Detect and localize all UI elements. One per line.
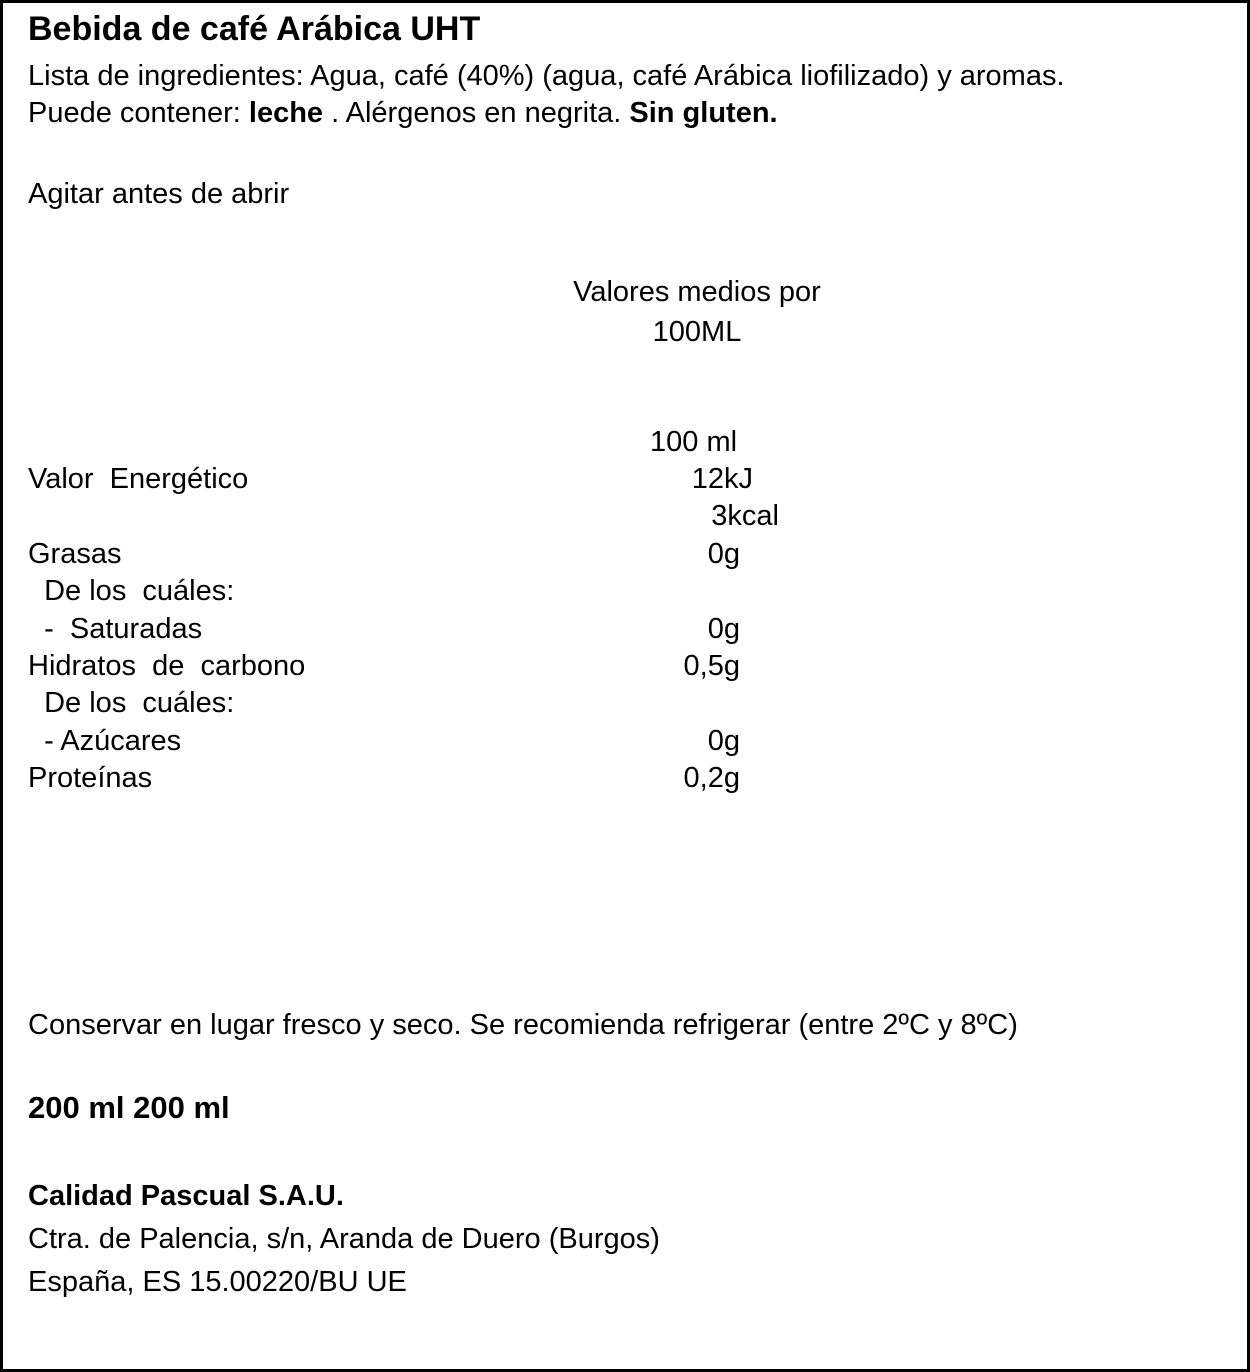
manufacturer-country: España, ES 15.00220/BU UE (28, 1266, 407, 1298)
net-quantity: 200 ml 200 ml (28, 1090, 230, 1125)
nutrition-row-value: 0g (707, 613, 740, 645)
gluten-free: Sin gluten. (629, 97, 778, 129)
nutrition-row-value: 0g (707, 538, 740, 570)
nutrition-row-label: De los cuáles: (28, 575, 235, 607)
storage-instructions: Conservar en lugar fresco y seco. Se recomienda refrigerar (entre 2ºC y 8ºC) (28, 1009, 1018, 1041)
product-title: Bebida de café Arábica UHT (28, 10, 481, 48)
nutrition-header-line2: 100ML (652, 316, 742, 348)
allergen-milk: leche (248, 97, 324, 129)
nutrition-row-value: 3kcal (711, 500, 779, 532)
nutrition-row-label: Hidratos de carbono (28, 650, 306, 682)
nutrition-row-value: 0,2g (683, 762, 740, 794)
nutrition-row-label: De los cuáles: (28, 687, 235, 719)
may-contain-prefix: Puede contener: (28, 97, 241, 129)
manufacturer-name: Calidad Pascual S.A.U. (28, 1180, 344, 1212)
nutrition-row-label: Proteínas (28, 762, 153, 794)
nutrition-row-label: - Saturadas (28, 613, 203, 645)
nutrition-row-label: Grasas (28, 538, 122, 570)
nutrition-row-label: Valor Energético (28, 463, 249, 495)
shake-instruction: Agitar antes de abrir (28, 178, 290, 210)
nutrition-row-value: 0g (707, 725, 740, 757)
manufacturer-address: Ctra. de Palencia, s/n, Aranda de Duero (Burgos) (28, 1223, 660, 1255)
nutrition-row-value: 0,5g (683, 650, 740, 682)
nutrition-header-line1: Valores medios por (573, 276, 821, 308)
nutrition-row-label: - Azúcares (28, 725, 182, 757)
ingredients-list: Lista de ingredientes: Agua, café (40%) (agua, café Arábica liofilizado) y aromas. (28, 60, 1065, 92)
nutrition-column-header: 100 ml (650, 426, 738, 458)
nutrition-row-value: 12kJ (691, 463, 753, 495)
allergen-note: . Alérgenos en negrita. (331, 97, 622, 129)
may-contain-line (28, 96, 778, 130)
